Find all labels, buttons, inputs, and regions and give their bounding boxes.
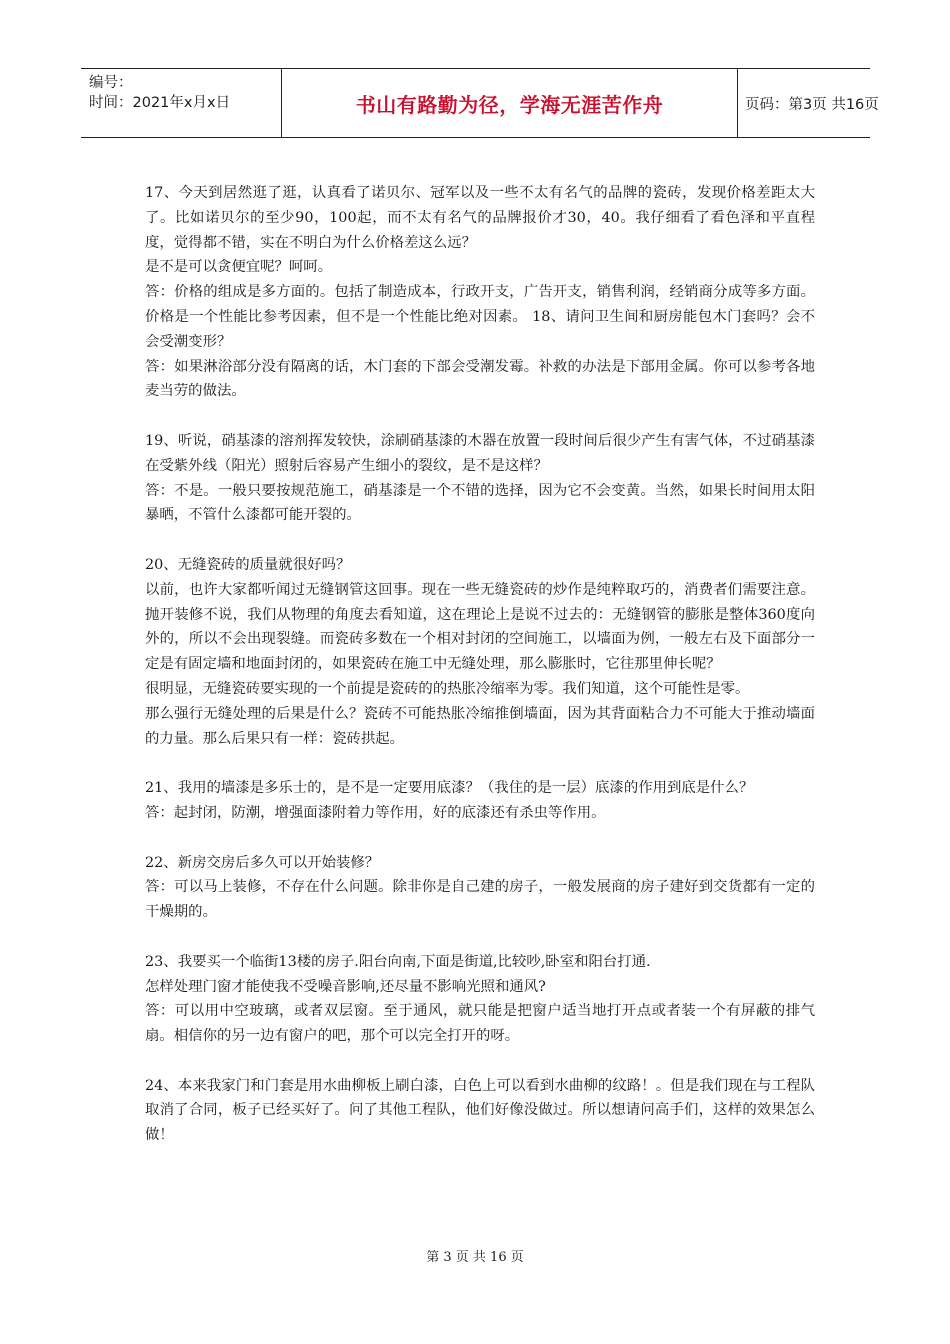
paragraph: 答：起封闭，防潮，增强面漆附着力等作用，好的底漆还有杀虫等作用。 [145,804,606,821]
paragraph: 19、听说，硝基漆的溶剂挥发较快，涂刷硝基漆的木器在放置一段时间后很少产生有害气体，不过硝基漆在受紫外线（阳光）照射后容易产生细小的裂纹，是不是这样？ [145,432,815,474]
paragraph: 21、我用的墙漆是多乐士的，是不是一定要用底漆？（我住的是一层）底漆的作用到底是什么？ [145,780,754,797]
time-label: 时间：2021年x月x日 [89,95,231,111]
paragraph-spacer [145,925,815,950]
paragraph: 20、无缝瓷砖的质量就很好吗？ [145,556,351,573]
paragraph: 17、今天到居然逛了逛，认真看了诺贝尔、冠军以及一些不太有名气的品牌的瓷砖，发现价格差距太大了。比如诺贝尔的至少90，100起，而不太有名气的品牌报价才30，40。我仔细看了看色泽和平直程度，觉得都不错，实在不明白为什么价格差这么远？ [145,185,815,251]
paragraph: 那么强行无缝处理的后果是什么？瓷砖不可能热胀冷缩推倒墙面，因为其背面粘合力不可能大于推动墙面的力量。那么后果只有一样：瓷砖拱起。 [145,705,815,747]
page-footer [0,1246,950,1265]
footer-page-number: 第 3 页 共 16 页 [426,1250,524,1265]
paragraph: 以前，也许大家都听闻过无缝钢管这回事。现在一些无缝瓷砖的炒作是纯粹取巧的，消费者们需要注意。抛开装修不说，我们从物理的角度去看知道，这在理论上是说不过去的：无缝钢管的膨胀是整体360度向外的，所以不会出现裂缝。而瓷砖多数在一个相对封闭的空间施工，以墙面为例，一般左右及下面部分一定是有固定墙和地面封闭的，如果瓷砖在施工中无缝处理，那么膨胀时，它往那里伸长呢？ [145,581,815,673]
paragraph: 答：价格的组成是多方面的。包括了制造成本，行政开支，广告开支，销售利润，经销商分成等多方面。价格是一个性能比参考因素，但不是一个性能比绝对因素。 18、请问卫生间和厨房能包木门套吗？会不会受潮变形？ [145,284,815,350]
number-label: 编号： [89,75,133,91]
motto: 书山有路勤为径，学海无涯苦作舟 [355,92,664,117]
page-code: 页码：第3页 共16页 [745,96,879,113]
paragraph: 答：可以马上装修，不存在什么问题。除非你是自己建的房子，一般发展商的房子建好到交货都有一定的干燥期的。 [145,879,815,921]
paragraph: 答：可以用中空玻璃，或者双层窗。至于通风，就只能是把窗户适当地打开点或者装一个有屏蔽的排气扇。相信你的另一边有窗户的吧，那个可以完全打开的呀。 [145,1003,815,1045]
page-header [81,68,879,138]
paragraph-spacer [145,404,815,429]
paragraph: 答：不是。一般只要按规范施工，硝基漆是一个不错的选择，因为它不会变黄。当然，如果长时间用太阳暴晒，不管什么漆都可能开裂的。 [145,482,815,524]
paragraph: 23、我要买一个临街13楼的房子.阳台向南,下面是街道,比较吵,卧室和阳台打通. [145,953,651,970]
paragraph-spacer [145,1049,815,1074]
paragraph: 怎样处理门窗才能使我不受噪音影响,还尽量不影响光照和通风? [145,978,546,995]
paragraph: 答：如果淋浴部分没有隔离的话，木门套的下部会受潮发霉。补救的办法是下部用金属。你可以参考各地麦当劳的做法。 [145,358,815,400]
paragraph-spacer [145,826,815,851]
paragraph: 很明显，无缝瓷砖要实现的一个前提是瓷砖的的热胀冷缩率为零。我们知道，这个可能性是零。 [145,680,750,697]
paragraph: 22、新房交房后多久可以开始装修？ [145,854,380,871]
header-motto-cell [281,69,738,137]
header-page-code [738,69,879,137]
paragraph-spacer [145,751,815,776]
paragraph-spacer [145,528,815,553]
paragraph: 24、本来我家门和门套是用水曲柳板上刷白漆，白色上可以看到水曲柳的纹路！。但是我们现在与工程队取消了合同，板子已经买好了。问了其他工程队，他们好像没做过。所以想请问高手们，这样的效果怎么做！ [145,1077,815,1144]
header-meta [81,69,281,137]
paragraph: 是不是可以贪便宜呢？呵呵。 [145,259,333,276]
document-body [145,181,815,1148]
